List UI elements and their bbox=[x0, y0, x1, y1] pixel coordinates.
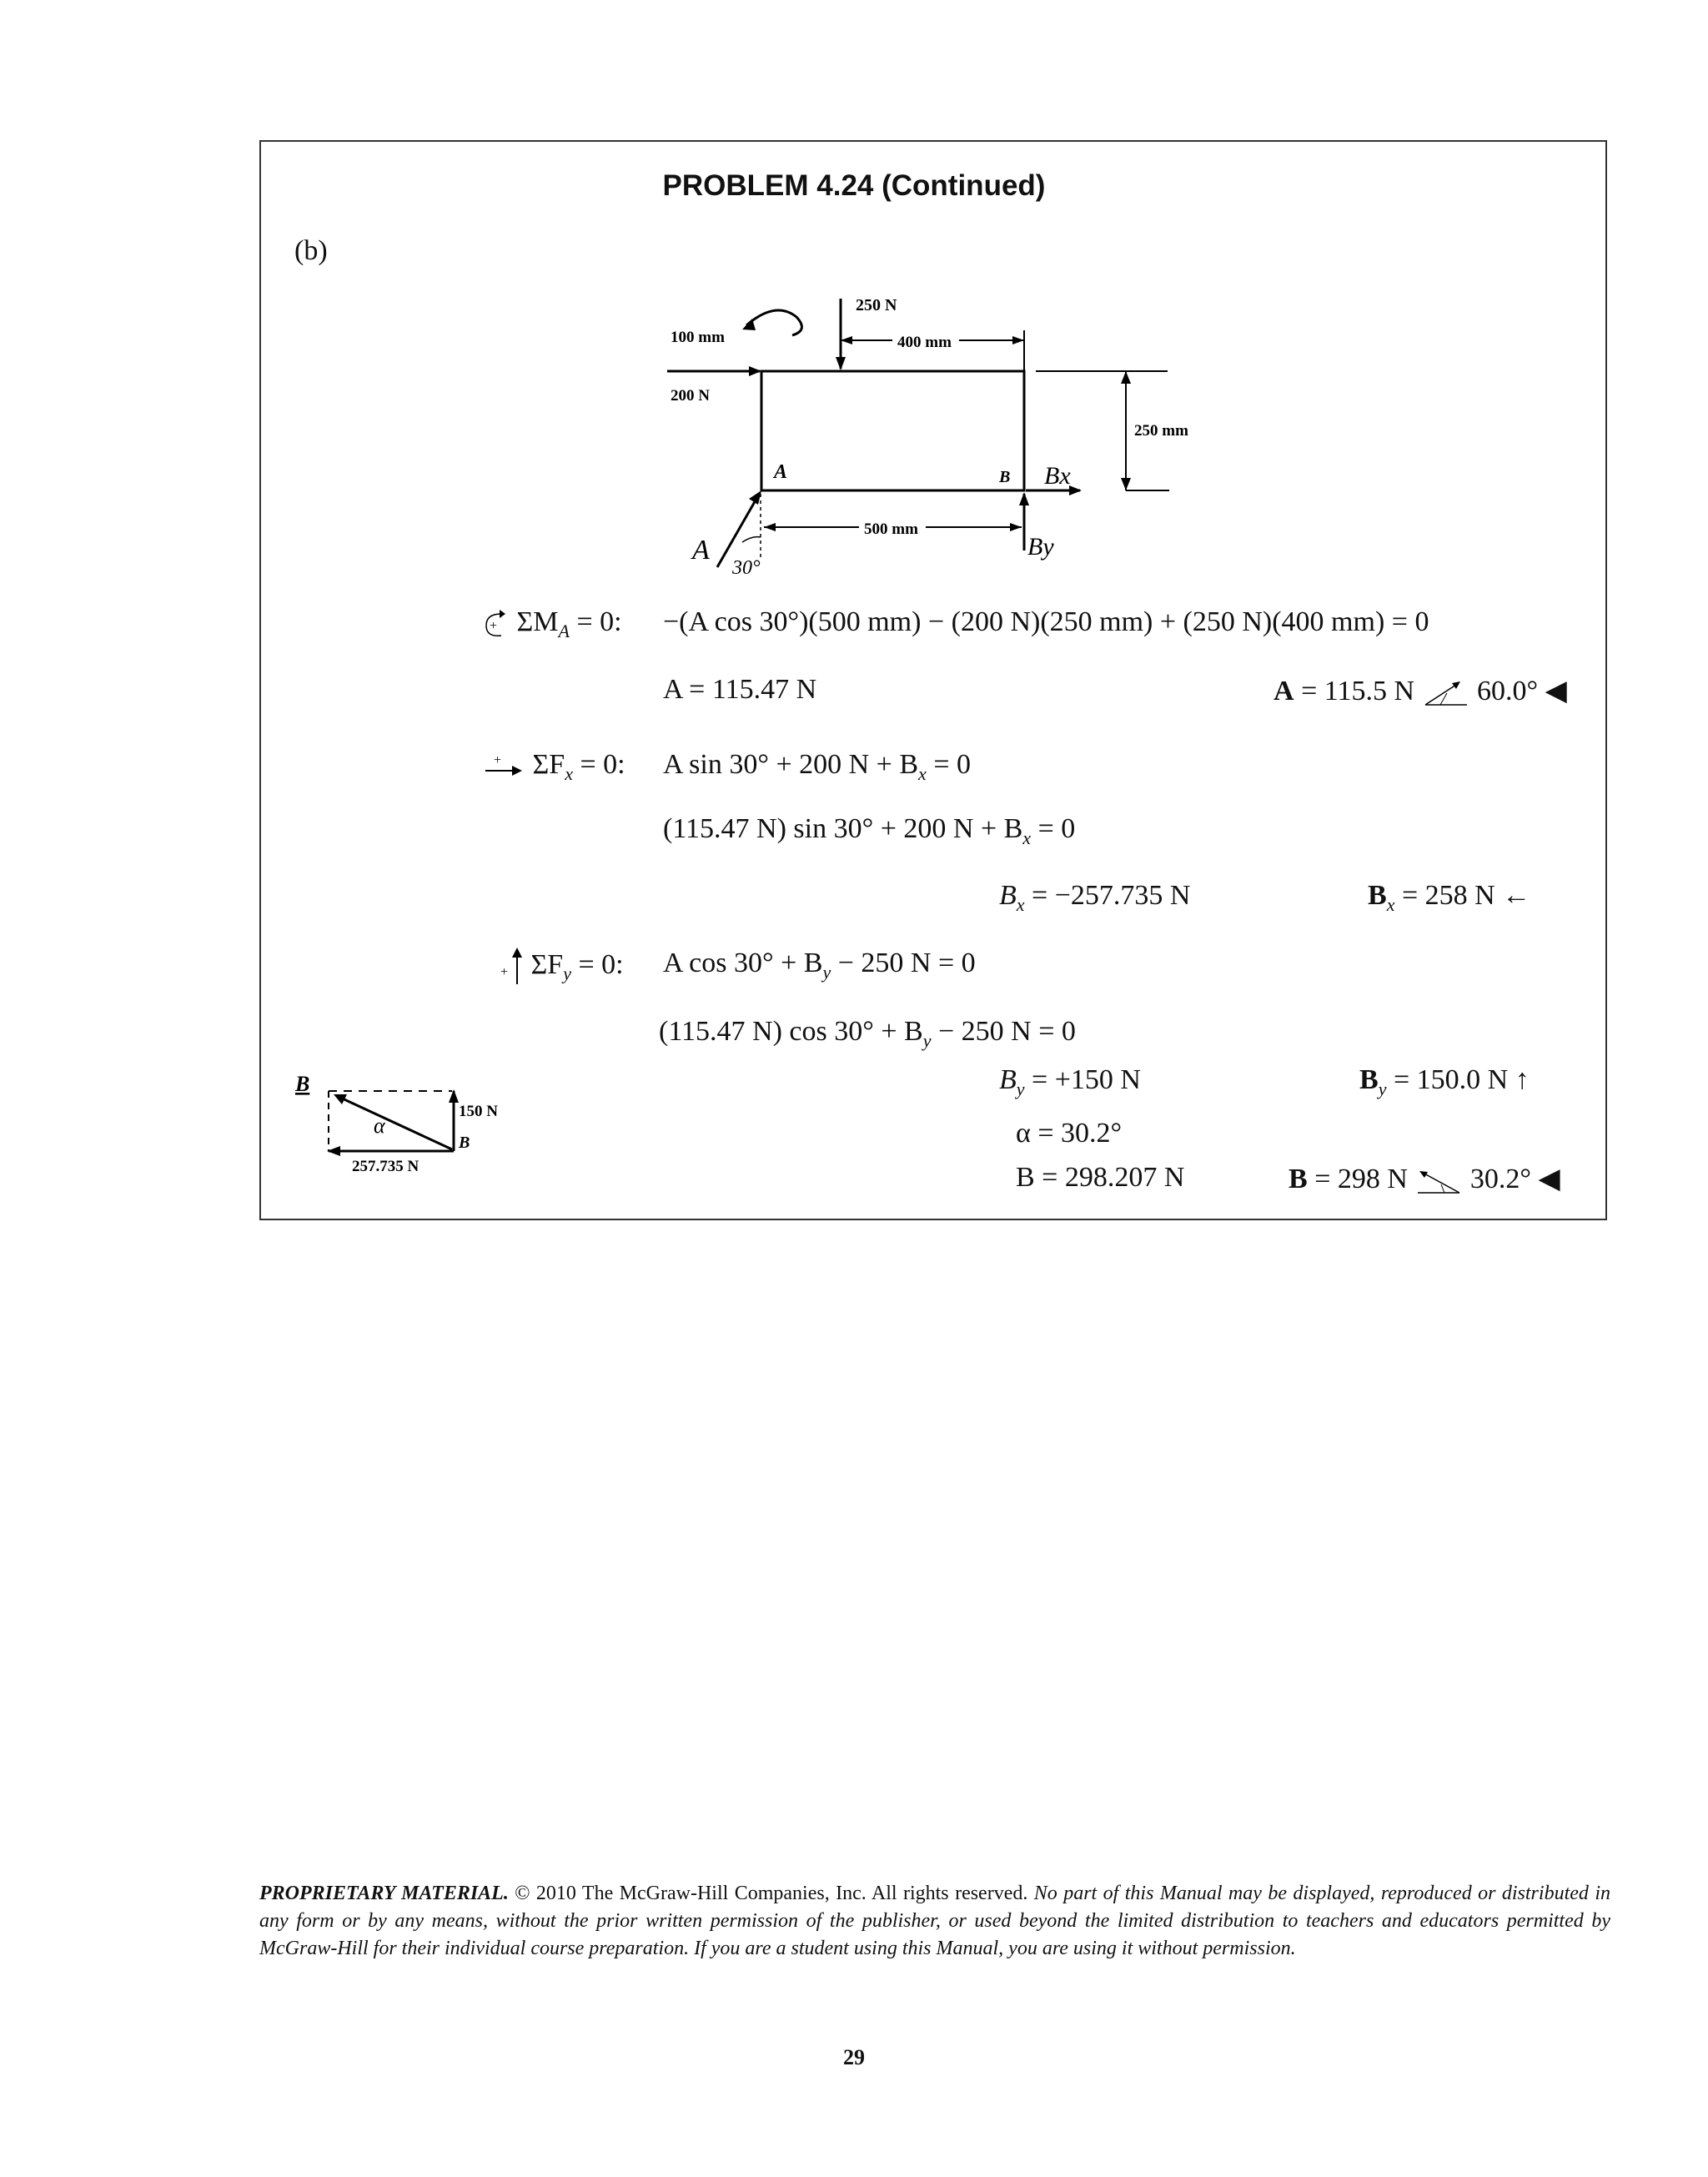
label-by: By bbox=[1027, 533, 1054, 561]
problem-title: PROBLEM 4.24 (Continued) bbox=[662, 169, 1046, 202]
ccw-plus-icon bbox=[480, 607, 510, 641]
a-answer: A = 115.5 N 60.0° ◀ bbox=[1273, 674, 1567, 708]
page-number: 29 bbox=[843, 2045, 865, 2069]
label-250n: 250 N bbox=[856, 296, 897, 314]
bx-answer: $B_x = 258$ N ← bbox=[1368, 880, 1531, 915]
moment-equation: + $\Sigma M_A = 0$: bbox=[480, 606, 622, 642]
fx-equation: + $\Sigma F_x = 0$: bbox=[484, 749, 625, 785]
label-30deg: 30° bbox=[732, 557, 761, 579]
a-calc: A = 115.47 N bbox=[663, 674, 817, 705]
svg-text:+: + bbox=[490, 619, 498, 634]
label-250mm: 250 mm bbox=[1134, 422, 1188, 440]
label-200n: 200 N bbox=[671, 387, 710, 405]
up-plus-arrow-icon bbox=[500, 948, 524, 986]
part-label: (b) bbox=[294, 235, 328, 266]
answer-marker-icon: ◀ bbox=[1545, 676, 1567, 706]
fx-body1: A sin 30° + 200 $N + B_x = 0$ bbox=[663, 749, 971, 784]
sketch-b-label: B bbox=[295, 1072, 310, 1096]
force-triangle-sketch bbox=[294, 1068, 510, 1176]
point-a: A bbox=[774, 461, 788, 483]
fy-equation: + $\Sigma F_y = 0$: bbox=[500, 948, 624, 986]
angle-60-icon bbox=[1422, 678, 1470, 708]
fy-body1: A $\cos 30^\circ + B_y - 250$ N = 0 bbox=[663, 948, 976, 983]
answer-marker-icon: ◀ bbox=[1538, 1164, 1560, 1194]
svg-text:+: + bbox=[494, 753, 502, 768]
moment-body: −(A cos 30°)(500 mm) − (200 N)(250 mm) + (250 N)(400 mm) = 0 bbox=[663, 606, 1429, 637]
svg-text:+: + bbox=[500, 965, 509, 979]
right-plus-arrow-icon bbox=[484, 752, 525, 781]
fx-body2: (115.47 N) sin 30° + 200 $N + B_x = 0$ bbox=[663, 813, 1076, 848]
sketch-257n: 257.735 N bbox=[352, 1158, 419, 1175]
by-calc: $B_y = +150$ N bbox=[999, 1064, 1141, 1099]
b-calc: B = 298.207 N bbox=[1016, 1162, 1185, 1193]
b-answer: B = 298 N 30.2° ◀ bbox=[1289, 1162, 1560, 1196]
sketch-150n: 150 N bbox=[459, 1103, 498, 1120]
label-react-a: A bbox=[692, 535, 710, 566]
free-body-diagram bbox=[659, 292, 1209, 584]
alpha-calc: α = 30.2° bbox=[1016, 1118, 1123, 1149]
sketch-b2: B bbox=[459, 1134, 470, 1152]
bx-calc: $B_x = -257.735$ N bbox=[999, 880, 1191, 915]
label-bx: Bx bbox=[1044, 462, 1071, 490]
by-answer: $B_y = 150.0$ N ↑ bbox=[1359, 1064, 1530, 1099]
label-500mm: 500 mm bbox=[864, 520, 918, 538]
label-100mm: 100 mm bbox=[671, 329, 725, 346]
point-b: B bbox=[999, 468, 1011, 486]
copyright-footer: PROPRIETARY MATERIAL. © 2010 The McGraw-Hill Companies, Inc. All rights reserved. No part of this Manual may be displayed, reproduced or distributed in any form or by any means, without the prior written permission of the publisher, or used beyond the limited distribution to teachers and educators permitted by McGraw-Hill for their individual course preparation. If you are a student using this Manual, you are using it without permission. bbox=[259, 1883, 1610, 1959]
label-400mm: 400 mm bbox=[897, 334, 952, 351]
angle-30-icon bbox=[1414, 1166, 1463, 1196]
sketch-alpha: α bbox=[374, 1114, 385, 1138]
fy-body2: (115.47 N) $\cos 30^\circ + B_y - 250$ N = 0 bbox=[659, 1016, 1076, 1051]
